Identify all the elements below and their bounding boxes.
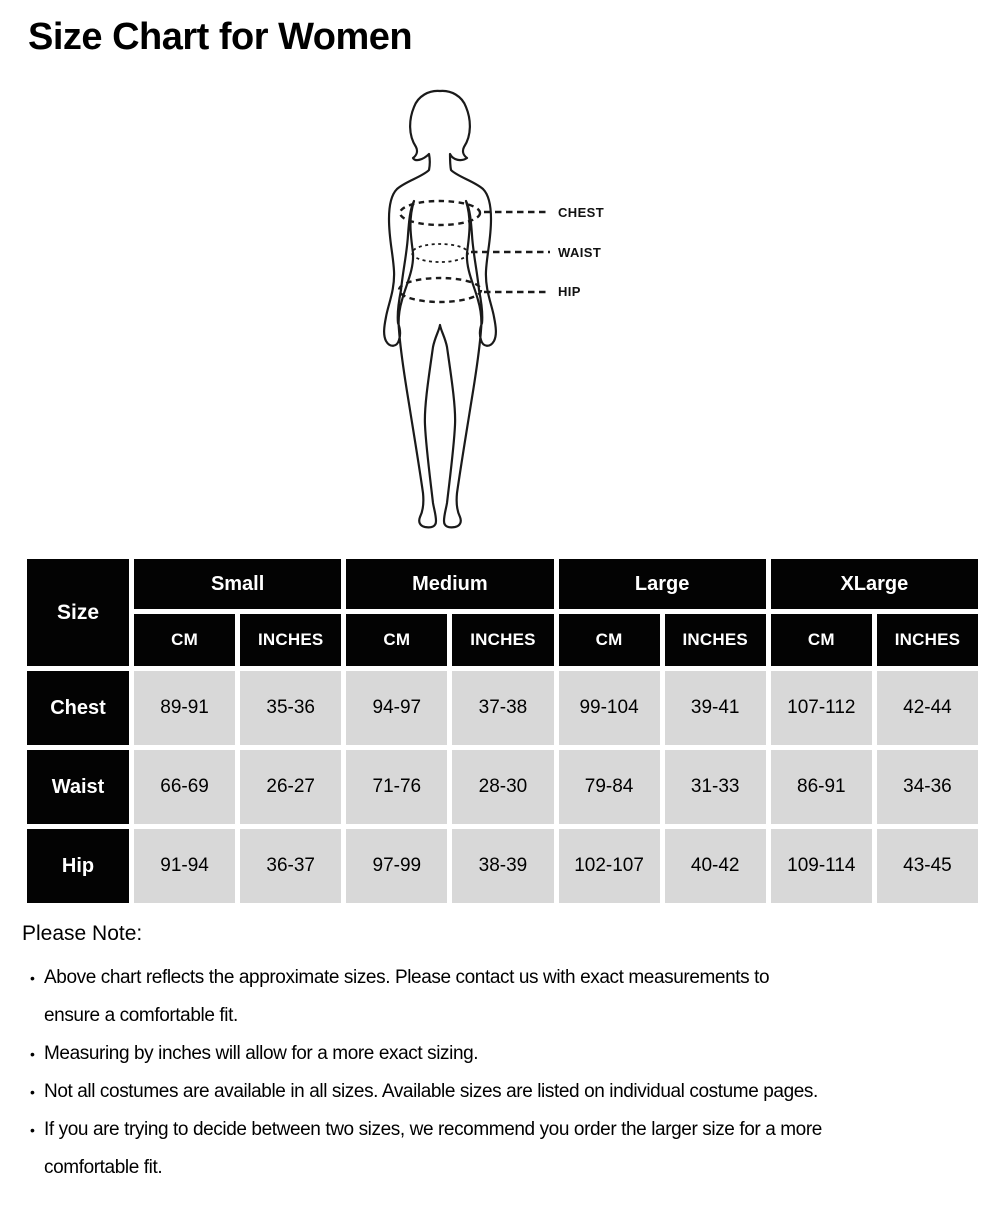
note-text: Above chart reflects the approximate sizes. Please contact us with exact measurements to [44,967,770,988]
body-silhouette [384,91,496,527]
note-text: Measuring by inches will allow for a more exact sizing. [44,1043,479,1064]
hip-small-inches: 36-37 [240,829,341,903]
chest-xlarge-inches: 42-44 [877,671,978,745]
hip-small-cm: 91-94 [134,829,235,903]
unit-header-large-inches: INCHES [665,614,766,666]
hip-xlarge-cm: 109-114 [771,829,872,903]
bullet-icon: • [30,1122,35,1138]
note-item [22,959,987,1035]
chest-large-inches: 39-41 [665,671,766,745]
hip-large-cm: 102-107 [559,829,660,903]
group-header-large: Large [559,559,766,609]
unit-header-medium-cm: CM [346,614,447,666]
chest-medium-inches: 37-38 [452,671,553,745]
note-text: If you are trying to decide between two sizes, we recommend you order the larger size for a more [44,1119,822,1140]
chest-label: CHEST [558,205,605,220]
note-item [22,1111,987,1187]
waist-xlarge-inches: 34-36 [877,750,978,824]
size-corner-header: Size [27,559,129,666]
size-chart-table [27,559,978,903]
notes-section [22,921,987,1187]
unit-header-xlarge-cm: CM [771,614,872,666]
note-item [22,1073,987,1111]
group-header-medium: Medium [346,559,553,609]
waist-medium-inches: 28-30 [452,750,553,824]
hip-label: HIP [558,284,581,299]
chest-medium-cm: 94-97 [346,671,447,745]
group-header-xlarge: XLarge [771,559,978,609]
hip-large-inches: 40-42 [665,829,766,903]
waist-small-cm: 66-69 [134,750,235,824]
unit-header-xlarge-inches: INCHES [877,614,978,666]
note-text: ensure a comfortable fit. [44,1005,238,1026]
note-text: comfortable fit. [44,1157,163,1178]
row-label-hip: Hip [27,829,129,903]
chest-large-cm: 99-104 [559,671,660,745]
note-text: Not all costumes are available in all sizes. Available sizes are listed on individual costume pages. [44,1081,818,1102]
page-title: Size Chart for Women [28,16,413,58]
waist-large-cm: 79-84 [559,750,660,824]
measurement-diagram [0,85,1000,545]
hip-xlarge-inches: 43-45 [877,829,978,903]
waist-xlarge-cm: 86-91 [771,750,872,824]
unit-header-small-inches: INCHES [240,614,341,666]
bullet-icon: • [30,1046,35,1062]
waist-small-inches: 26-27 [240,750,341,824]
chest-xlarge-cm: 107-112 [771,671,872,745]
hip-medium-inches: 38-39 [452,829,553,903]
row-label-chest: Chest [27,671,129,745]
chest-small-inches: 35-36 [240,671,341,745]
row-label-waist: Waist [27,750,129,824]
bullet-icon: • [30,1084,35,1100]
note-item [22,1035,987,1073]
unit-header-large-cm: CM [559,614,660,666]
bullet-icon: • [30,970,35,986]
notes-heading: Please Note: [22,922,143,945]
group-header-small: Small [134,559,341,609]
unit-header-small-cm: CM [134,614,235,666]
body-measurement-figure [300,85,640,545]
chest-small-cm: 89-91 [134,671,235,745]
waist-medium-cm: 71-76 [346,750,447,824]
waist-label: WAIST [558,245,602,260]
unit-header-medium-inches: INCHES [452,614,553,666]
hip-medium-cm: 97-99 [346,829,447,903]
waist-large-inches: 31-33 [665,750,766,824]
